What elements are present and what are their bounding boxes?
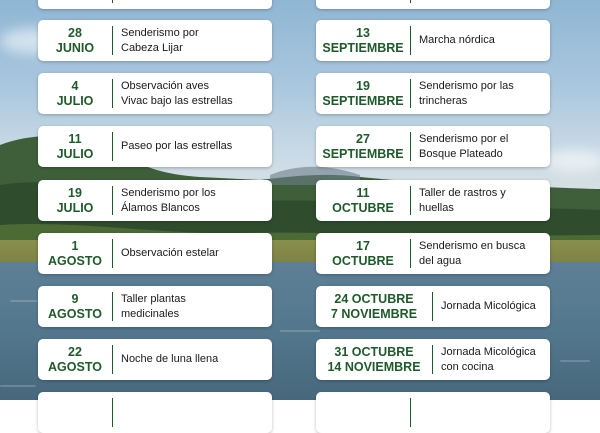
event-day: 11: [68, 131, 82, 146]
event-month: OCTUBRE: [332, 253, 394, 268]
event-date: [38, 292, 112, 322]
divider: [410, 398, 411, 427]
event-day: 13: [356, 25, 370, 40]
event-month: JULIO: [56, 93, 94, 108]
event-date: [38, 132, 112, 162]
event-activity: Jornada Micológica: [441, 300, 536, 312]
water-ripple: [280, 330, 320, 332]
event-card: [316, 286, 550, 327]
event-date: [316, 345, 432, 375]
event-card: [316, 233, 550, 274]
event-day: 11: [356, 185, 370, 200]
event-card: [38, 339, 272, 380]
event-month: SEPTIEMBRE: [322, 146, 404, 161]
event-activity: Senderismo por los Álamos Blancos: [121, 186, 216, 214]
divider: [112, 0, 113, 3]
event-month: OCTUBRE: [332, 200, 394, 215]
event-activity: Senderismo por Cabeza Lijar: [121, 26, 199, 54]
event-activity: Senderismo en busca del agua: [419, 239, 526, 267]
water-ripple: [0, 385, 36, 387]
event-card: [38, 286, 272, 327]
event-card: [316, 0, 550, 9]
event-day: 19: [68, 185, 82, 200]
event-date: [38, 186, 112, 216]
event-day: 19: [356, 78, 370, 93]
event-month: SEPTIEMBRE: [322, 93, 404, 108]
event-month: SEPTIEMBRE: [322, 40, 404, 55]
event-month: AGOSTO: [48, 306, 102, 321]
event-card: [38, 392, 272, 433]
event-month: JUNIO: [55, 40, 95, 55]
event-month: JULIO: [56, 200, 94, 215]
event-activity: Taller plantas medicinales: [121, 292, 186, 320]
event-day: 28: [68, 25, 82, 40]
event-date: [38, 26, 112, 56]
event-day: 24 OCTUBRE: [334, 291, 414, 306]
event-card: [38, 180, 272, 221]
event-date: [316, 26, 410, 56]
event-card: [316, 73, 550, 114]
event-card: [38, 233, 272, 274]
event-activity: Senderismo por el Bosque Plateado: [419, 132, 509, 160]
event-month: AGOSTO: [48, 253, 102, 268]
event-day: 31 OCTUBRE: [334, 344, 414, 359]
event-month: 14 NOVIEMBRE: [327, 359, 421, 374]
event-month: AGOSTO: [48, 359, 102, 374]
event-activity: Observación aves Vivac bajo las estrellas: [121, 79, 233, 107]
event-card: [316, 392, 550, 433]
event-date: [38, 79, 112, 109]
event-day: 1: [71, 238, 79, 253]
event-date: [38, 345, 112, 375]
event-day: 27: [356, 131, 370, 146]
event-card: [316, 339, 550, 380]
event-card: [38, 73, 272, 114]
event-card: [38, 20, 272, 61]
event-activity: Noche de luna llena: [121, 353, 219, 365]
event-card: [38, 126, 272, 167]
event-day: 22: [68, 344, 82, 359]
event-day: 4: [71, 78, 79, 93]
event-date: [316, 292, 432, 322]
event-month: JULIO: [56, 146, 94, 161]
event-card: [38, 0, 272, 9]
divider: [112, 398, 113, 427]
event-activity: Observación estelar: [121, 247, 219, 259]
event-activity: Paseo por las estrellas: [121, 140, 233, 152]
event-activity: Senderismo por las trincheras: [419, 79, 514, 107]
event-date: [38, 239, 112, 269]
event-card: [316, 20, 550, 61]
event-date: [316, 239, 410, 269]
water-ripple: [560, 360, 590, 362]
event-date: [316, 132, 410, 162]
event-card: [316, 126, 550, 167]
event-card: [316, 180, 550, 221]
event-activity: Taller de rastros y huellas: [419, 186, 506, 214]
divider: [410, 0, 411, 3]
event-activity: Marcha nórdica: [419, 34, 495, 46]
event-date: [316, 186, 410, 216]
event-day: 9: [71, 291, 79, 306]
event-activity: Jornada Micológica con cocina: [441, 345, 536, 373]
water-ripple: [10, 300, 38, 302]
event-month: 7 NOVIEMBRE: [330, 306, 418, 321]
event-date: [316, 79, 410, 109]
event-day: 17: [356, 238, 370, 253]
